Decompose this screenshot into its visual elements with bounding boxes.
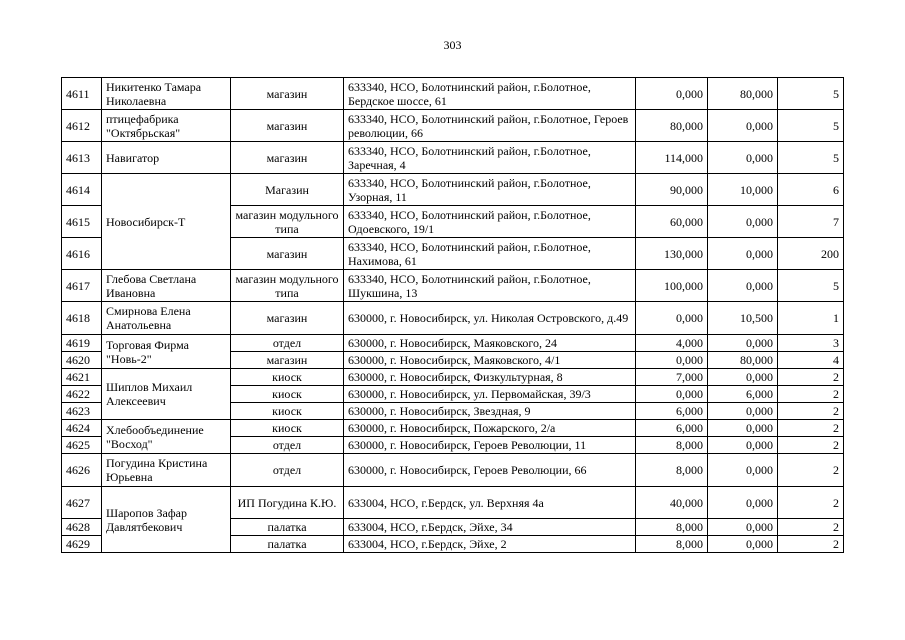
- value-1: 0,000: [636, 352, 708, 369]
- owner-name: Торговая Фирма "Новь-2": [102, 335, 231, 369]
- row-number: 4614: [62, 174, 102, 206]
- address: 630000, г. Новосибирск, ул. Первомайская, 39/3: [344, 386, 636, 403]
- address: 633340, НСО, Болотнинский район, г.Болотное, Шукшина, 13: [344, 270, 636, 302]
- owner-name: Погудина Кристина Юрьевна: [102, 454, 231, 487]
- object-type: магазин: [231, 110, 344, 142]
- address: 633340, НСО, Болотнинский район, г.Болотное, Заречная, 4: [344, 142, 636, 174]
- table-row: [62, 369, 844, 386]
- value-2: 0,000: [708, 519, 778, 536]
- table-row: [62, 78, 844, 110]
- value-1: 0,000: [636, 386, 708, 403]
- address: 630000, г. Новосибирск, Звездная, 9: [344, 403, 636, 420]
- row-number: 4626: [62, 454, 102, 487]
- value-2: 0,000: [708, 335, 778, 352]
- value-2: 10,000: [708, 174, 778, 206]
- value-2: 0,000: [708, 206, 778, 238]
- owner-name: Навигатор: [102, 142, 231, 174]
- address: 633004, НСО, г.Бердск, Эйхе, 2: [344, 536, 636, 553]
- address: 633340, НСО, Болотнинский район, г.Болотное, Героев революции, 66: [344, 110, 636, 142]
- row-number: 4611: [62, 78, 102, 110]
- value-2: 80,000: [708, 352, 778, 369]
- row-number: 4623: [62, 403, 102, 420]
- value-1: 114,000: [636, 142, 708, 174]
- row-number: 4619: [62, 335, 102, 352]
- object-type: магазин: [231, 78, 344, 110]
- table-row: [62, 110, 844, 142]
- value-3: 2: [778, 536, 844, 553]
- value-2: 0,000: [708, 369, 778, 386]
- value-3: 2: [778, 369, 844, 386]
- table-row: [62, 142, 844, 174]
- row-number: 4616: [62, 238, 102, 270]
- row-number: 4625: [62, 437, 102, 454]
- table-row: [62, 174, 844, 206]
- object-type: магазин: [231, 238, 344, 270]
- address: 633340, НСО, Болотнинский район, г.Болотное, Одоевского, 19/1: [344, 206, 636, 238]
- owner-name: Шаропов Зафар Давлятбекович: [102, 487, 231, 553]
- row-number: 4621: [62, 369, 102, 386]
- table-row: [62, 270, 844, 302]
- object-type: отдел: [231, 335, 344, 352]
- row-number: 4612: [62, 110, 102, 142]
- value-1: 40,000: [636, 487, 708, 519]
- table-row: [62, 487, 844, 519]
- value-1: 7,000: [636, 369, 708, 386]
- object-type: палатка: [231, 536, 344, 553]
- object-type: киоск: [231, 403, 344, 420]
- object-type: магазин: [231, 352, 344, 369]
- row-number: 4617: [62, 270, 102, 302]
- object-type: киоск: [231, 386, 344, 403]
- object-type: отдел: [231, 437, 344, 454]
- value-3: 5: [778, 270, 844, 302]
- value-1: 90,000: [636, 174, 708, 206]
- owner-name: Хлебообъединение "Восход": [102, 420, 231, 454]
- value-3: 200: [778, 238, 844, 270]
- registry-table: [61, 77, 844, 553]
- page-number: 303: [443, 38, 462, 52]
- object-type: киоск: [231, 420, 344, 437]
- owner-name: Новосибирск-Т: [102, 174, 231, 270]
- value-1: 60,000: [636, 206, 708, 238]
- value-1: 0,000: [636, 302, 708, 335]
- value-2: 0,000: [708, 270, 778, 302]
- object-type: ИП Погудина К.Ю.: [231, 487, 344, 519]
- row-number: 4627: [62, 487, 102, 519]
- row-number: 4615: [62, 206, 102, 238]
- value-3: 2: [778, 519, 844, 536]
- value-1: 6,000: [636, 420, 708, 437]
- owner-name: Никитенко Тамара Николаевна: [102, 78, 231, 110]
- value-3: 5: [778, 78, 844, 110]
- value-2: 10,500: [708, 302, 778, 335]
- address: 630000, г. Новосибирск, Пожарского, 2/а: [344, 420, 636, 437]
- address: 630000, г. Новосибирск, Героев Революции, 11: [344, 437, 636, 454]
- value-3: 2: [778, 403, 844, 420]
- value-3: 1: [778, 302, 844, 335]
- value-3: 2: [778, 386, 844, 403]
- value-1: 130,000: [636, 238, 708, 270]
- value-2: 0,000: [708, 142, 778, 174]
- value-3: 3: [778, 335, 844, 352]
- row-number: 4629: [62, 536, 102, 553]
- value-3: 6: [778, 174, 844, 206]
- object-type: киоск: [231, 369, 344, 386]
- object-type: отдел: [231, 454, 344, 487]
- value-3: 7: [778, 206, 844, 238]
- address: 630000, г. Новосибирск, ул. Николая Островского, д.49: [344, 302, 636, 335]
- row-number: 4620: [62, 352, 102, 369]
- value-2: 80,000: [708, 78, 778, 110]
- object-type: магазин: [231, 142, 344, 174]
- object-type: палатка: [231, 519, 344, 536]
- value-1: 80,000: [636, 110, 708, 142]
- row-number: 4622: [62, 386, 102, 403]
- address: 633340, НСО, Болотнинский район, г.Болотное, Нахимова, 61: [344, 238, 636, 270]
- value-3: 2: [778, 487, 844, 519]
- table-row: [62, 454, 844, 487]
- value-1: 0,000: [636, 78, 708, 110]
- value-1: 4,000: [636, 335, 708, 352]
- value-2: 0,000: [708, 110, 778, 142]
- address: 633004, НСО, г.Бердск, ул. Верхняя 4а: [344, 487, 636, 519]
- row-number: 4628: [62, 519, 102, 536]
- row-number: 4624: [62, 420, 102, 437]
- object-type: магазин модульного типа: [231, 270, 344, 302]
- address: 630000, г. Новосибирск, Маяковского, 4/1: [344, 352, 636, 369]
- value-1: 8,000: [636, 519, 708, 536]
- value-2: 0,000: [708, 238, 778, 270]
- value-1: 8,000: [636, 454, 708, 487]
- value-3: 5: [778, 110, 844, 142]
- address: 633004, НСО, г.Бердск, Эйхе, 34: [344, 519, 636, 536]
- value-2: 0,000: [708, 437, 778, 454]
- table-row: [62, 420, 844, 437]
- owner-name: Шиплов Михаил Алексеевич: [102, 369, 231, 420]
- value-2: 0,000: [708, 487, 778, 519]
- value-3: 2: [778, 420, 844, 437]
- address: 630000, г. Новосибирск, Маяковского, 24: [344, 335, 636, 352]
- object-type: магазин модульного типа: [231, 206, 344, 238]
- row-number: 4613: [62, 142, 102, 174]
- address: 630000, г. Новосибирск, Героев Революции, 66: [344, 454, 636, 487]
- table-row: [62, 335, 844, 352]
- value-2: 0,000: [708, 454, 778, 487]
- value-3: 2: [778, 454, 844, 487]
- value-2: 0,000: [708, 536, 778, 553]
- value-3: 5: [778, 142, 844, 174]
- object-type: Магазин: [231, 174, 344, 206]
- owner-name: птицефабрика "Октябрьская": [102, 110, 231, 142]
- address: 633340, НСО, Болотнинский район, г.Болотное, Бердское шоссе, 61: [344, 78, 636, 110]
- value-3: 2: [778, 437, 844, 454]
- value-2: 0,000: [708, 420, 778, 437]
- row-number: 4618: [62, 302, 102, 335]
- value-3: 4: [778, 352, 844, 369]
- address: 633340, НСО, Болотнинский район, г.Болотное, Узорная, 11: [344, 174, 636, 206]
- value-2: 0,000: [708, 403, 778, 420]
- value-1: 8,000: [636, 536, 708, 553]
- address: 630000, г. Новосибирск, Физкультурная, 8: [344, 369, 636, 386]
- owner-name: Смирнова Елена Анатольевна: [102, 302, 231, 335]
- value-2: 6,000: [708, 386, 778, 403]
- value-1: 100,000: [636, 270, 708, 302]
- value-1: 6,000: [636, 403, 708, 420]
- table-row: [62, 302, 844, 335]
- owner-name: Глебова Светлана Ивановна: [102, 270, 231, 302]
- value-1: 8,000: [636, 437, 708, 454]
- object-type: магазин: [231, 302, 344, 335]
